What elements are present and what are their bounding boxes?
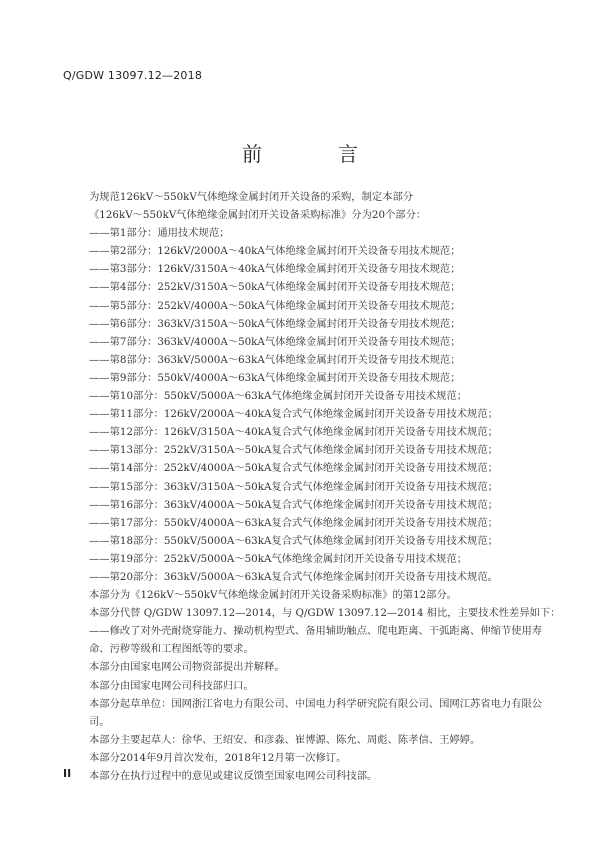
parts-list [89, 224, 559, 586]
intro-line: 为规范126kV～550kV气体绝缘金属封闭开关设备的采购，制定本部分 [89, 191, 414, 203]
drafters-statement: 本部分主要起草人：徐华、王绍安、和彦淼、崔博源、陈允、周彪、陈孝信、王婷婷。 [89, 733, 481, 746]
replaces-statement: 本部分代替 Q/GDW 13097.12—2014，与 Q/GDW 13097.12—2014 相比，主要技术性差异如下： [89, 607, 561, 620]
proposed-by-statement: 本部分由国家电网公司物资部提出并解释。 [89, 661, 285, 674]
page-title: 前 言 [242, 142, 386, 166]
part-list-item: ——第15部分：363kV/3150A～50kA复合式气体绝缘金属封闭开关设备专用技术规范； [89, 480, 498, 493]
part-list-item: ——第4部分：252kV/3150A～50kA气体绝缘金属封闭开关设备专用技术规范； [89, 281, 461, 294]
managed-by-statement: 本部分由国家电网公司科技部归口。 [89, 679, 254, 692]
part-list-item: ——第14部分：252kV/4000A～50kA复合式气体绝缘金属封闭开关设备专用技术规范； [89, 462, 498, 475]
part-list-item: ——第6部分：363kV/3150A～50kA气体绝缘金属封闭开关设备专用技术规范； [89, 317, 461, 330]
part-list-item: ——第16部分：363kV/4000A～50kA复合式气体绝缘金属封闭开关设备专用技术规范； [89, 498, 498, 511]
change-item: ——修改了对外壳耐烧穿能力、操动机构型式、备用辅助触点、爬电距离、干弧距离、伸缩节使用寿命、污秽等级和工程图纸等的要求。 [89, 625, 543, 656]
part-list-item: ——第8部分：363kV/5000A～63kA气体绝缘金属封闭开关设备专用技术规范； [89, 353, 461, 366]
part-list-item: ——第17部分：550kV/4000A～63kA复合式气体绝缘金属封闭开关设备专用技术规范； [89, 516, 498, 529]
history-statement: 本部分2014年9月首次发布，2018年12月第一次修订。 [89, 751, 347, 764]
feedback-statement: 本部分在执行过程中的意见或建议反馈至国家电网公司科技部。 [89, 770, 378, 782]
part-list-item: ——第18部分：550kV/5000A～63kA复合式气体绝缘金属封闭开关设备专用技术规范； [89, 534, 498, 547]
part-list-item: ——第3部分：126kV/3150A～40kA气体绝缘金属封闭开关设备专用技术规范； [89, 263, 461, 276]
part-list-item: ——第5部分：252kV/4000A～50kA气体绝缘金属封闭开关设备专用技术规范； [89, 299, 461, 312]
part-list-item: ——第7部分：363kV/4000A～50kA气体绝缘金属封闭开关设备专用技术规范； [89, 335, 461, 348]
part-list-item: ——第9部分：550kV/4000A～63kA气体绝缘金属封闭开关设备专用技术规范； [89, 371, 461, 384]
foreword-body [89, 188, 559, 785]
part-list-item: ——第12部分：126kV/3150A～40kA复合式气体绝缘金属封闭开关设备专用技术规范； [89, 426, 498, 439]
part-list-item: ——第2部分：126kV/2000A～40kA气体绝缘金属封闭开关设备专用技术规范； [89, 245, 461, 258]
part-list-item: ——第10部分：550kV/5000A～63kA气体绝缘金属封闭开关设备专用技术规范； [89, 390, 468, 403]
part-list-item: ——第1部分：通用技术规范； [89, 227, 230, 240]
part-list-item: ——第19部分：252kV/5000A～50kA气体绝缘金属封闭开关设备专用技术规范； [89, 552, 468, 565]
part-list-item: ——第11部分：126kV/2000A～40kA复合式气体绝缘金属封闭开关设备专用技术规范； [89, 408, 498, 421]
part-of-statement: 本部分为《126kV～550kV气体绝缘金属封闭开关设备采购标准》的第12部分。 [89, 589, 458, 602]
drafting-units-statement: 本部分起草单位：国网浙江省电力有限公司、中国电力科学研究院有限公司、国网江苏省电力有限公司。 [89, 697, 543, 728]
part-list-item: ——第13部分：252kV/3150A～50kA复合式气体绝缘金属封闭开关设备专用技术规范； [89, 444, 498, 457]
part-list-item: ——第20部分：363kV/5000A～63kA复合式气体绝缘金属封闭开关设备专用技术规范。 [89, 570, 498, 583]
document-number: Q/GDW 13097.12—2018 [63, 69, 203, 82]
intro-line: 《126kV～550kV气体绝缘金属封闭开关设备采购标准》分为20个部分： [89, 209, 427, 222]
page-number: II [63, 767, 72, 780]
